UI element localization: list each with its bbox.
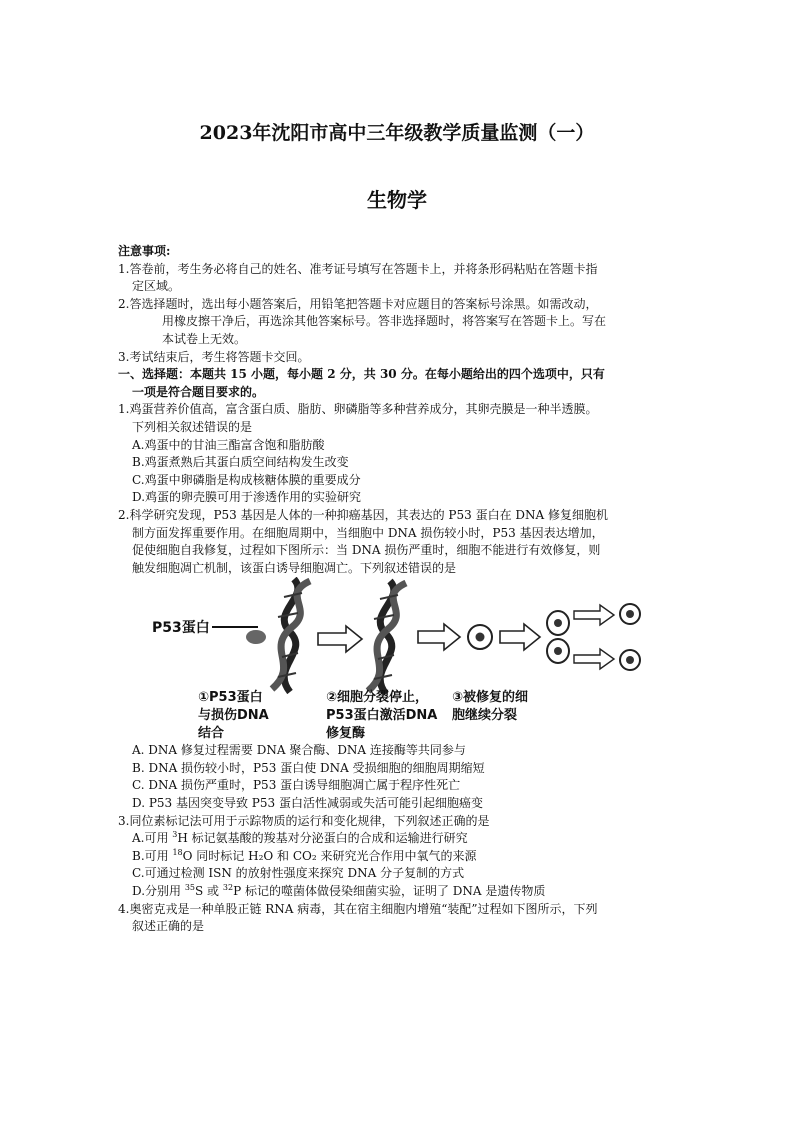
q3-option-d: D.分别用 $^{35}$S 或 $^{32}$P 标记的噬菌体做侵染细菌实验，证明了 DNA 是遗传物质 (132, 883, 546, 899)
q3-option-c: C.可通过检测 ISN 的放射性强度来探究 DNA 分子复制的方式 (132, 866, 465, 881)
q1-option-a: A.鸡蛋中的甘油三酯富含饱和脂肪酸 (132, 437, 325, 452)
q2-stem: 促使细胞自我修复，过程如下图所示：当 DNA 损伤严重时，细胞不能进行有效修复，则 (132, 543, 601, 558)
dividing-cell-icon (547, 611, 569, 663)
exam-body (118, 243, 678, 936)
step3-line: ③被修复的细 (452, 690, 529, 706)
step2-line: 修复酶 (326, 726, 366, 742)
section-heading: 一项是符合题目要求的。 (132, 384, 265, 399)
arrow-icon (418, 624, 460, 650)
notice-item: 本试卷上无效。 (162, 331, 247, 346)
notice-item: 2.答选择题时，选出每小题答案后，用铅笔把答题卡对应题目的答案标号涂黑。如需改动， (118, 296, 598, 311)
q2-stem: 制方面发挥重要作用。在细胞周期中，当细胞中 DNA 损伤较小时，P53 基因表达增加， (132, 525, 604, 540)
step2-line: P53蛋白激活DNA (326, 708, 438, 724)
q1-option-b: B.鸡蛋煮熟后其蛋白质空间结构发生改变 (132, 455, 349, 470)
arrow-icon (318, 626, 362, 652)
q2-option-b: B. DNA 损伤较小时，P53 蛋白使 DNA 受损细胞的细胞周期缩短 (132, 760, 485, 775)
exam-title: 2023年沈阳市高中三年级教学质量监测（一） (199, 122, 595, 144)
q1-option-c: C.鸡蛋中卵磷脂是构成核糖体膜的重要成分 (132, 472, 361, 487)
arrow-icon (574, 649, 614, 669)
subject-title: 生物学 (367, 188, 427, 212)
q3-option-b: B.可用 $^{18}$O 同时标记 H₂O 和 CO₂ 来研究光合作用中氧气的来源 (132, 847, 477, 863)
notice-item: 3.考试结束后，考生将答题卡交回。 (118, 349, 310, 364)
q4-stem: 4.奥密克戎是一种单股正链 RNA 病毒，其在宿主细胞内增殖“装配”过程如下图所示，下列 (118, 901, 598, 916)
step1-line: ①P53蛋白 (198, 690, 263, 706)
q4-stem: 叙述正确的是 (132, 919, 205, 934)
step1-line: 与损伤DNA (198, 708, 269, 724)
q2-stem: 触发细胞凋亡机制，该蛋白诱导细胞凋亡。下列叙述错误的是 (132, 560, 457, 575)
q3-stem: 3.同位素标记法可用于示踪物质的运行和变化规律，下列叙述正确的是 (118, 813, 490, 828)
p53-protein (246, 630, 266, 644)
arrow-icon (500, 624, 540, 650)
q3-option-a: A.可用 $^3$H 标记氨基酸的羧基对分泌蛋白的合成和运输进行研究 (132, 830, 468, 846)
step1-line: 结合 (198, 726, 225, 742)
notice-item: 1.答卷前，考生务必将自己的姓名、准考证号填写在答题卡上，并将条形码粘贴在答题卡指 (118, 261, 598, 276)
notice-heading: 注意事项: (118, 244, 171, 258)
p53-label: P53蛋白 (152, 620, 210, 637)
q1-stem: 下列相关叙述错误的是 (132, 419, 253, 434)
notice-item: 用橡皮擦干净后，再选涂其他答案标号。答非选择题时，将答案写在答题卡上。写在 (162, 314, 607, 329)
q2-option-d: D. P53 基因突变导致 P53 蛋白活性减弱或失活可能引起细胞癌变 (132, 796, 483, 811)
q1-stem: 1.鸡蛋营养价值高，富含蛋白质、脂肪、卵磷脂等多种营养成分，其卵壳膜是一种半透膜。 (118, 402, 598, 417)
q2-option-a: A. DNA 修复过程需要 DNA 聚合酶、DNA 连接酶等共同参与 (132, 743, 466, 758)
section-heading: 一、选择题：本题共 15 小题，每小题 2 分，共 30 分。在每小题给出的四个选项中，只有 (118, 367, 605, 382)
dna-helix-icon (368, 581, 406, 694)
q1-option-d: D.鸡蛋的卵壳膜可用于渗透作用的实验研究 (132, 490, 362, 505)
arrow-icon (574, 605, 614, 625)
q2-option-c: C. DNA 损伤严重时，P53 蛋白诱导细胞凋亡属于程序性死亡 (132, 778, 461, 793)
step3-line: 胞继续分裂 (452, 708, 518, 724)
dna-helix-icon (272, 579, 310, 692)
q2-stem: 2.科学研究发现，P53 基因是人体的一种抑癌基因，其表达的 P53 蛋白在 DNA 修复细胞机 (118, 507, 608, 522)
step2-line: ②细胞分裂停止， (326, 690, 429, 706)
p53-figure (118, 577, 678, 742)
notice-item: 定区域。 (132, 279, 181, 294)
